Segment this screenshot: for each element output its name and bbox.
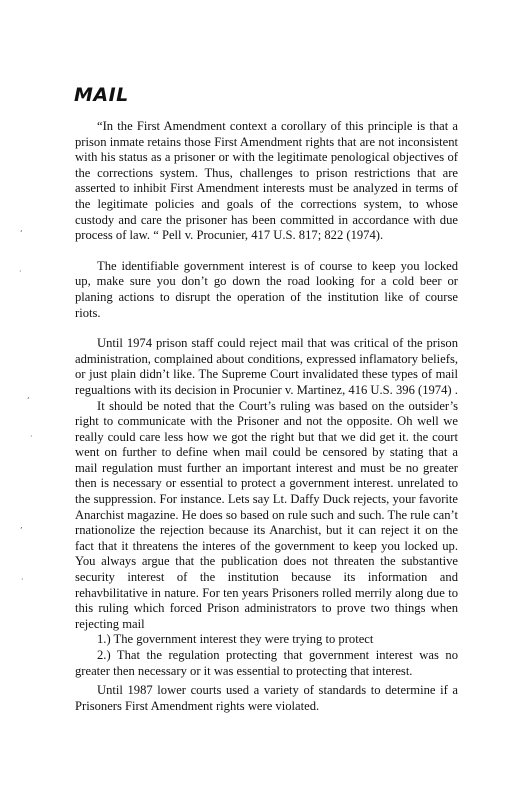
body-text <box>75 119 458 714</box>
scan-speck-mark: · <box>30 432 33 441</box>
section-heading: MAIL <box>74 84 129 106</box>
paragraph-pell-quote: “In the First Amendment context a corollary of this principle is that a prison inmate retains those First Amendment rights that are not inconsistent with his status as a prisoner or with the legitimate penological objectives of the corrections system. Thus, challenges to prison restrictions that are asserted to inhibit First Amendment interests must be analyzed in terms of the legitimate policies and goals of the corrections system, to whose custody and care the prisoner has been committed in accordance with due process of law. “ Pell v. Procunier, 417 U.S. 817; 822 (1974). <box>75 119 458 243</box>
list-item-2: 2.) That the regulation protecting that government interest was no greater then necessary or it was essential to protecting that interest. <box>75 648 458 678</box>
list-item-1: 1.) The government interest they were trying to protect <box>97 632 374 647</box>
scan-speck-mark: · <box>21 575 24 584</box>
scan-speck-mark: ‘ <box>20 229 23 238</box>
scan-speck-mark: · <box>19 267 22 276</box>
paragraph-government-interest: The identifiable government interest is of course to keep you locked up, make sure you don’t go down the road looking for a cold beer or planing actions to disrupt the operation of the institution like of course riots. <box>75 258 458 320</box>
scan-speck-mark: ’ <box>20 526 23 535</box>
scan-speck-mark: ‘ <box>27 396 30 405</box>
paragraph-martinez: Until 1974 prison staff could reject mail that was critical of the prison administration, complained about conditions, expressed inflamatory beliefs, or just plain didn’t like. The Supreme Court invalidated these types of mail regualtions with its decision in Procunier v. Martinez, 416 U.S. 396 (1974) . <box>75 336 458 397</box>
paragraph-lower-courts: Until 1987 lower courts used a variety of standards to determine if a Prisoners First Amendment rights were violated. <box>75 683 458 713</box>
paragraph-court-ruling: It should be noted that the Court’s ruling was based on the outsider’s right to communicate with the Prisoner and not the opposite. Oh well we really could care less how we got the right but that we did get it. the court went on further to define when mail could be censored by stating that a mail regulation must further an important interest and must be no greater then is necessary or essential to protect a government interest. unrelated to the suppression. For instance. Lets say Lt. Daffy Duck rejects, your favorite Anarchist magazine. He does so based on rule such and such. The rule can’t rnationolize the rejection because its Anarchist, but it can reject it on the fact that it threatens the interes of the government to keep you locked up. You always argue that the publication does not threaten the substantive security interest of the institution because its information and rehavbilitative in nature. For ten years Prisoners rolled merrily along due to this ruling which forced Prison administrators to prove two things when rejecting mail <box>75 398 458 631</box>
